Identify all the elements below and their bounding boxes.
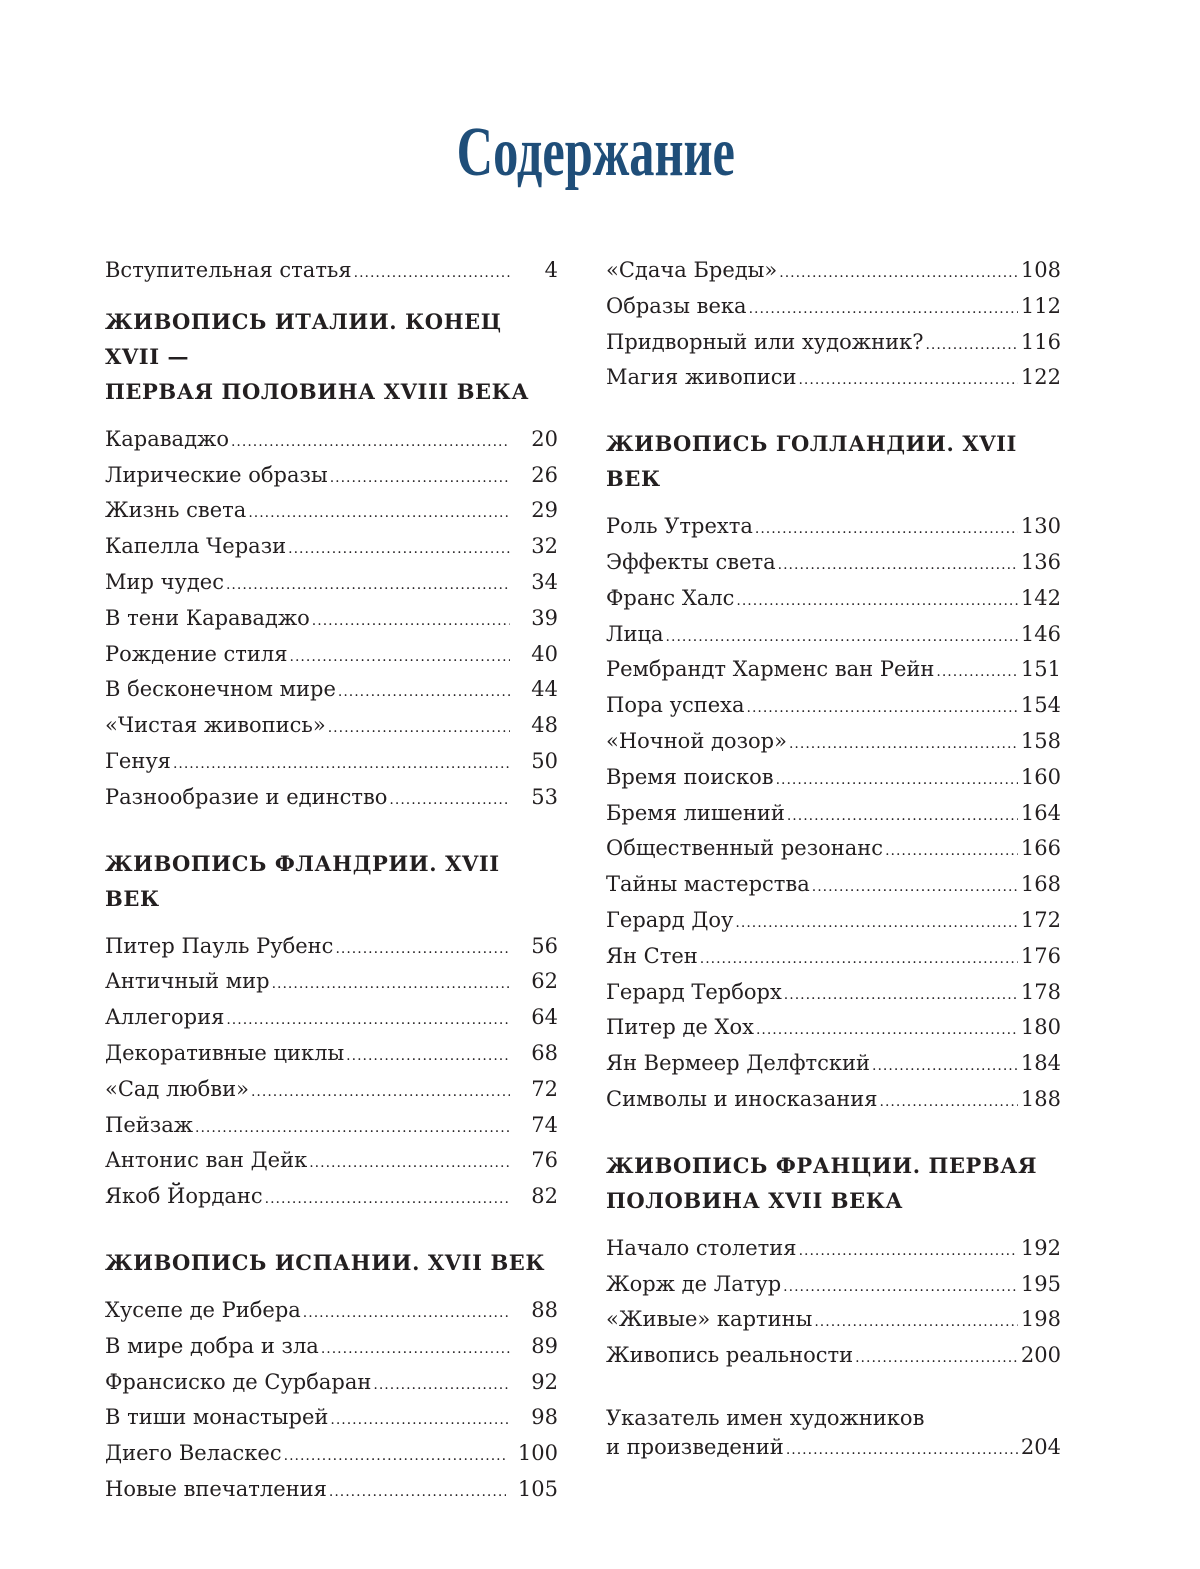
toc-entry-title: Лица (606, 621, 664, 646)
dot-leader (173, 747, 510, 783)
dot-leader (272, 967, 510, 1003)
toc-entry[interactable] (105, 1072, 558, 1108)
toc-entry-title: Тайны мастерства (606, 872, 810, 897)
dot-leader (855, 1341, 1018, 1377)
toc-entry-title: Аллегория (105, 1005, 225, 1030)
toc-entry-title: «Сад любви» (105, 1076, 249, 1101)
section-heading-line: ЖИВОПИСЬ ФЛАНДРИИ. XVII ВЕК (105, 850, 500, 911)
spacer (105, 916, 558, 929)
toc-entry[interactable] (606, 796, 1061, 832)
dot-leader (736, 584, 1018, 620)
toc-entry[interactable] (105, 780, 558, 816)
toc-entry-page: 178 (1020, 979, 1061, 1004)
dot-leader (288, 532, 510, 568)
toc-entry-index-line2 (606, 1433, 1061, 1462)
toc-entry[interactable] (606, 688, 1061, 724)
toc-entry-title: Новые впечатления (105, 1476, 327, 1501)
toc-entry[interactable] (606, 652, 1061, 688)
toc-entry[interactable] (606, 509, 1061, 545)
dot-leader (330, 1403, 510, 1439)
toc-entry-title: Ян Вермеер Делфтский (606, 1051, 871, 1076)
section-heading-line: ЖИВОПИСЬ ГОЛЛАНДИИ. XVII ВЕК (606, 431, 1017, 492)
dot-leader (329, 1475, 506, 1511)
toc-entry[interactable] (606, 360, 1061, 396)
toc-entry-page: 76 (531, 1148, 558, 1173)
toc-entry[interactable] (105, 458, 558, 494)
dot-leader (786, 1436, 1018, 1465)
toc-entry-page: 29 (531, 498, 558, 523)
toc-entry-page: 142 (1020, 585, 1061, 610)
toc-entry[interactable] (105, 744, 558, 780)
toc-entry-page: 82 (531, 1184, 558, 1209)
section-heading (606, 426, 1061, 496)
toc-entry[interactable] (606, 1231, 1061, 1267)
dot-leader (389, 783, 510, 819)
dot-leader (789, 727, 1018, 763)
toc-entry[interactable] (105, 1143, 558, 1179)
toc-entry-page: 198 (1020, 1307, 1061, 1332)
toc-entry[interactable] (105, 1436, 558, 1472)
toc-left-column (105, 253, 558, 1508)
toc-entry[interactable] (105, 1472, 558, 1508)
spacer (105, 1215, 558, 1245)
toc-entry-page: 108 (1020, 258, 1061, 282)
toc-entry-title: Антонис ван Дейк (105, 1148, 308, 1173)
toc-entry-page: 89 (531, 1333, 558, 1358)
dot-leader (747, 691, 1018, 727)
section-heading-line: ЖИВОПИСЬ ИСПАНИИ. XVII ВЕК (105, 1249, 546, 1275)
dot-leader (814, 1305, 1018, 1341)
toc-entry-page: 44 (531, 677, 558, 702)
dot-leader (248, 496, 510, 532)
toc-entry-title: Пейзаж (105, 1112, 194, 1137)
toc-entry-title: В тени Караваджо (105, 605, 310, 630)
toc-entry-page: 39 (531, 605, 558, 630)
dot-leader (312, 604, 510, 640)
toc-entry[interactable] (105, 1108, 558, 1144)
dot-leader (776, 763, 1018, 799)
dot-leader (812, 870, 1018, 906)
toc-entry-page: 100 (517, 1441, 558, 1466)
dot-leader (755, 512, 1018, 548)
dot-leader (284, 1439, 506, 1475)
toc-entry[interactable] (105, 422, 558, 458)
page-title: Содержание (456, 114, 735, 191)
toc-entry[interactable] (105, 253, 558, 289)
toc-entry[interactable] (606, 1338, 1061, 1374)
dot-leader (303, 1296, 510, 1332)
spacer (606, 396, 1061, 426)
toc-entry-page: 20 (531, 426, 558, 451)
toc-entry-page: 176 (1020, 943, 1061, 968)
toc-entry-title: Античный мир (105, 969, 270, 994)
toc-entry-title: В тиши монастырей (105, 1405, 329, 1430)
spacer (606, 1118, 1061, 1148)
toc-entry-page: 168 (1020, 872, 1061, 897)
toc-entry-title: Мир чудес (105, 569, 224, 594)
section-heading (105, 1245, 558, 1280)
toc-entry-page: 68 (531, 1040, 558, 1065)
toc-entry-title: Декоративные циклы (105, 1040, 345, 1065)
toc-entry-title: Указатель имен художников (606, 1405, 925, 1430)
toc-entry[interactable] (105, 1365, 558, 1401)
toc-entry-title: Придворный или художник? (606, 329, 924, 354)
toc-entry-title: «Чистая живопись» (105, 713, 326, 738)
toc-entry-title: «Живые» картины (606, 1307, 813, 1332)
toc-entry-title: Питер де Хох (606, 1015, 754, 1040)
dot-leader (798, 363, 1017, 399)
toc-entry-title: В бесконечном мире (105, 677, 336, 702)
toc-entry[interactable] (606, 325, 1061, 361)
toc-entry-title: Живопись реальности (606, 1343, 854, 1368)
section-heading-line: ПОЛОВИНА XVII ВЕКА (606, 1187, 904, 1213)
dot-leader (226, 1003, 510, 1039)
dot-leader (346, 1039, 510, 1075)
toc-entry-title: Эффекты света (606, 549, 776, 574)
toc-entry-page: 160 (1020, 764, 1061, 789)
toc-entry-page: 105 (517, 1476, 558, 1501)
dot-leader (251, 1075, 510, 1111)
section-heading (606, 1148, 1061, 1218)
toc-entry-title: Роль Утрехта (606, 514, 753, 539)
toc-entry-page: 136 (1020, 549, 1061, 574)
toc-entry[interactable] (105, 929, 558, 965)
toc-entry[interactable] (105, 493, 558, 529)
toc-entry-title: «Ночной дозор» (606, 728, 787, 753)
toc-entry-title: Диего Веласкес (105, 1441, 282, 1466)
section-heading-line: ЖИВОПИСЬ ИТАЛИИ. КОНЕЦ XVII — (105, 308, 502, 369)
toc-entry-index[interactable] (606, 1404, 1061, 1462)
toc-entry[interactable] (105, 964, 558, 1000)
dot-leader (330, 461, 510, 497)
toc-entry[interactable] (606, 975, 1061, 1011)
dot-leader (195, 1111, 510, 1147)
spacer (606, 1218, 1061, 1231)
toc-entry[interactable] (105, 1400, 558, 1436)
toc-entry[interactable] (105, 1179, 558, 1215)
toc-entry-title: Символы и иносказания (606, 1086, 878, 1111)
toc-entry-page: 188 (1020, 1086, 1061, 1111)
toc-entry[interactable] (606, 831, 1061, 867)
toc-entry-title: Генуя (105, 748, 171, 773)
dot-leader (231, 425, 510, 461)
toc-entry-page: 195 (1020, 1271, 1061, 1296)
toc-entry-page: 116 (1020, 329, 1061, 354)
spacer (105, 409, 558, 422)
toc-entry-page: 154 (1020, 693, 1061, 718)
dot-leader (783, 1270, 1018, 1306)
toc-entry-page: 112 (1020, 293, 1061, 318)
toc-entry-page: 74 (531, 1112, 558, 1137)
dot-leader (756, 1013, 1018, 1049)
toc-entry-page: 158 (1020, 728, 1061, 753)
toc-entry-title: Капелла Черази (105, 534, 287, 559)
toc-entry-title: Рождение стиля (105, 641, 288, 666)
toc-entry[interactable] (606, 867, 1061, 903)
toc-entry[interactable] (105, 529, 558, 565)
toc-entry-page: 166 (1020, 836, 1061, 861)
toc-entry-page: 50 (531, 748, 558, 773)
dot-leader (373, 1368, 510, 1404)
toc-entry-page: 72 (531, 1076, 558, 1101)
toc-entry[interactable] (606, 1046, 1061, 1082)
toc-entry-page: 92 (531, 1369, 558, 1394)
toc-entry-title: Магия живописи (606, 365, 797, 390)
toc-entry-title: В мире добра и зла (105, 1333, 319, 1358)
toc-entry-title: Время поисков (606, 764, 774, 789)
toc-entry[interactable] (606, 1082, 1061, 1118)
toc-entry[interactable] (105, 1329, 558, 1365)
dot-leader (778, 548, 1018, 584)
toc-entry-title: Герард Терборх (606, 979, 782, 1004)
toc-entry-page: 172 (1020, 907, 1061, 932)
toc-entry[interactable] (606, 289, 1061, 325)
dot-leader (290, 640, 510, 676)
toc-entry-page: 151 (1020, 657, 1061, 682)
toc-entry-page: 122 (1020, 365, 1061, 390)
toc-entry[interactable] (606, 617, 1061, 653)
toc-entry-page: 98 (531, 1405, 558, 1430)
section-heading-line: ПЕРВАЯ ПОЛОВИНА XVIII ВЕКА (105, 378, 530, 404)
dot-leader (226, 568, 510, 604)
toc-entry-page: 34 (531, 569, 558, 594)
toc-entry-page: 184 (1020, 1051, 1061, 1076)
toc-entry-title: Общественный резонанс (606, 836, 884, 861)
toc-entry-title: Лирические образы (105, 462, 328, 487)
toc-entry[interactable] (606, 1302, 1061, 1338)
toc-entry-page: 4 (544, 258, 558, 282)
toc-entry-title: Хусепе де Рибера (105, 1297, 301, 1322)
toc-entry[interactable] (606, 545, 1061, 581)
toc-entry-page: 62 (531, 969, 558, 994)
toc-entry[interactable] (606, 724, 1061, 760)
dot-leader (309, 1146, 510, 1182)
toc-entry-title: Питер Пауль Рубенс (105, 933, 334, 958)
toc-entry-title: Пора успеха (606, 693, 745, 718)
toc-entry-title: Жорж де Латур (606, 1271, 782, 1296)
toc-entry[interactable] (105, 565, 558, 601)
toc-entry-title: Образы века (606, 293, 747, 318)
toc-entry-page: 48 (531, 713, 558, 738)
toc-right-column (606, 253, 1061, 1462)
toc-entry[interactable] (606, 1010, 1061, 1046)
section-heading (105, 304, 558, 409)
toc-entry[interactable] (105, 637, 558, 673)
toc-entry-title: Герард Доу (606, 907, 734, 932)
toc-entry[interactable] (105, 601, 558, 637)
toc-entry-title: Жизнь света (105, 498, 247, 523)
dot-leader (335, 932, 510, 968)
toc-entry-title: Франс Халс (606, 585, 735, 610)
toc-entry[interactable] (105, 1293, 558, 1329)
dot-leader (338, 675, 510, 711)
toc-entry-title: Вступительная статья (105, 258, 352, 282)
toc-entry-title: Караваджо (105, 426, 229, 451)
toc-entry-page: 200 (1020, 1343, 1061, 1368)
toc-entry[interactable] (606, 939, 1061, 975)
toc-entry-page: 164 (1020, 800, 1061, 825)
dot-leader (265, 1182, 510, 1218)
toc-entry[interactable] (105, 672, 558, 708)
dot-leader (885, 834, 1018, 870)
dot-leader (936, 655, 1018, 691)
toc-entry-page: 180 (1020, 1015, 1061, 1040)
toc-entry-title: Якоб Йорданс (105, 1184, 263, 1209)
dot-leader (735, 906, 1017, 942)
toc-entry[interactable] (606, 581, 1061, 617)
toc-entry-page: 40 (531, 641, 558, 666)
section-heading-line: ЖИВОПИСЬ ФРАНЦИИ. ПЕРВАЯ (606, 1152, 1038, 1178)
toc-entry-title: Разнообразие и единство (105, 784, 388, 809)
toc-entry-title: и произведений (606, 1434, 784, 1459)
spacer (105, 816, 558, 846)
toc-entry-page: 146 (1020, 621, 1061, 646)
toc-entry-title: Начало столетия (606, 1235, 797, 1260)
dot-leader (354, 256, 510, 292)
dot-leader (787, 799, 1018, 835)
toc-entry-page: 56 (531, 933, 558, 958)
toc-entry-page: 192 (1020, 1235, 1061, 1260)
toc-entry[interactable] (105, 708, 558, 744)
dot-leader (880, 1085, 1018, 1121)
toc-entry[interactable] (105, 1000, 558, 1036)
toc-entry-title: «Сдача Бреды» (606, 258, 778, 282)
toc-entry-page: 130 (1020, 514, 1061, 539)
section-heading (105, 846, 558, 916)
toc-entry-page: 64 (531, 1005, 558, 1030)
toc-entry[interactable] (105, 1036, 558, 1072)
toc-entry-page: 26 (531, 462, 558, 487)
dot-leader (925, 328, 1017, 364)
toc-entry[interactable] (606, 253, 1061, 289)
toc-entry-title: Ян Стен (606, 943, 698, 968)
spacer (606, 496, 1061, 509)
toc-entry-title: Бремя лишений (606, 800, 785, 825)
toc-entry-page: 204 (1020, 1434, 1061, 1459)
toc-entry[interactable] (606, 1267, 1061, 1303)
toc-entry-title: Рембрандт Харменс ван Рейн (606, 657, 935, 682)
toc-entry-title: Франсиско де Сурбаран (105, 1369, 372, 1394)
dot-leader (784, 978, 1018, 1014)
toc-entry[interactable] (606, 760, 1061, 796)
toc-entry-page: 53 (531, 784, 558, 809)
dot-leader (779, 256, 1018, 292)
toc-entry[interactable] (606, 903, 1061, 939)
toc-entry-page: 88 (531, 1297, 558, 1322)
spacer (606, 1374, 1061, 1404)
dot-leader (328, 711, 510, 747)
dot-leader (799, 1234, 1018, 1270)
dot-leader (872, 1049, 1018, 1085)
dot-leader (700, 942, 1018, 978)
spacer (105, 1280, 558, 1293)
dot-leader (666, 620, 1018, 656)
dot-leader (321, 1332, 510, 1368)
dot-leader (749, 292, 1018, 328)
toc-entry-page: 32 (531, 534, 558, 559)
